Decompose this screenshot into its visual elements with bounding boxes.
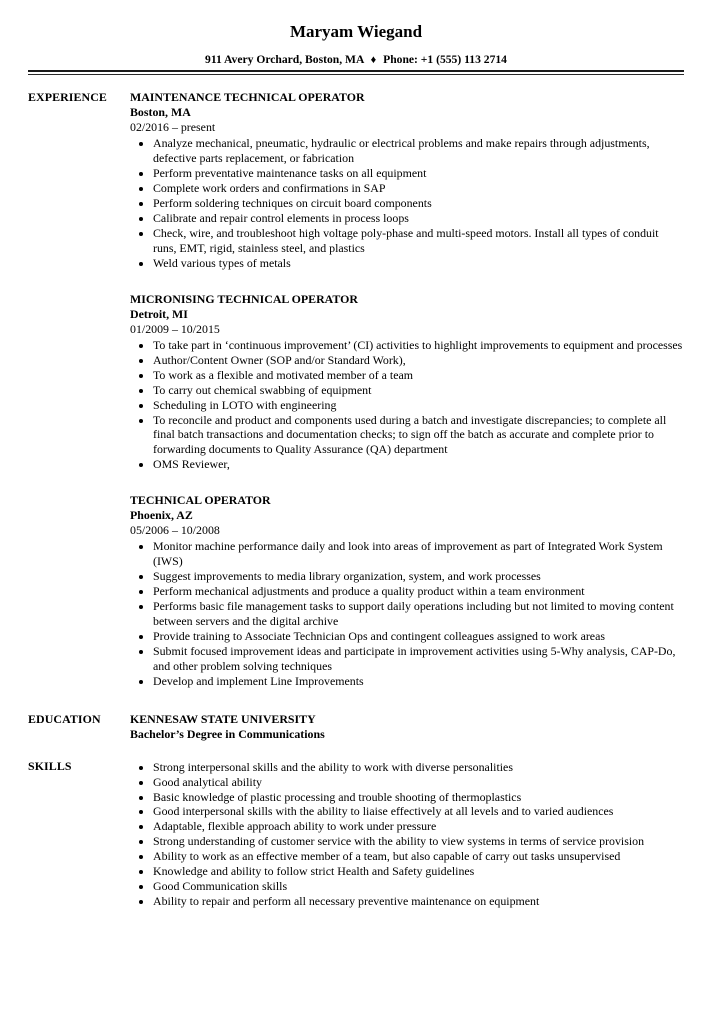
diamond-icon: ♦ — [370, 54, 377, 67]
experience-content — [130, 90, 684, 688]
skill-bullet: • Good interpersonal skills with the ability to liaise effectively at all levels and to varied audiences — [153, 804, 684, 819]
job-bullet: • To carry out chemical swabbing of equipment — [153, 383, 684, 398]
job-bullet: • Complete work orders and confirmations in SAP — [153, 181, 684, 196]
job-bullet: • To take part in ‘continuous improvement’ (CI) activities to highlight improvements to equipment and processes — [153, 338, 684, 353]
skill-bullet: • Knowledge and ability to follow strict Health and Safety guidelines — [153, 864, 684, 879]
job-bullet-list — [130, 136, 684, 270]
job-bullet: • Calibrate and repair control elements in process loops — [153, 211, 684, 226]
job-entry-2 — [130, 292, 684, 472]
job-bullet: • To reconcile and product and components used during a batch and investigate discrepancies; to complete all final batch transactions and documentation checks; to sign off the batch as accurate and complete prior to forwarding documents to Quality Assurance (QA) department — [153, 413, 684, 458]
experience-label: EXPERIENCE — [28, 90, 107, 105]
section-skills — [28, 759, 684, 909]
education-school: KENNESAW STATE UNIVERSITY — [130, 711, 316, 726]
skill-bullet: • Good analytical ability — [153, 775, 684, 790]
job-location: Phoenix, AZ — [130, 508, 193, 523]
skill-bullet: • Basic knowledge of plastic processing and trouble shooting of thermoplastics — [153, 790, 684, 805]
job-bullet: • Perform soldering techniques on circuit board components — [153, 196, 684, 211]
job-entry-1 — [130, 90, 684, 270]
education-degree: Bachelor’s Degree in Communications — [130, 726, 325, 741]
section-experience — [28, 90, 684, 688]
job-bullet: • Provide training to Associate Technician Ops and contingent colleagues assigned to work areas — [153, 629, 684, 644]
section-education — [28, 712, 684, 742]
job-bullet: • To work as a flexible and motivated member of a team — [153, 368, 684, 383]
education-content — [130, 712, 684, 742]
job-bullet: • Perform mechanical adjustments and produce a quality product within a team environment — [153, 584, 684, 599]
skill-bullet: • Strong interpersonal skills and the ability to work with diverse personalities — [153, 760, 684, 775]
job-bullet: • Monitor machine performance daily and look into areas of improvement as part of Integrated Work System (IWS) — [153, 539, 684, 569]
job-bullet: • OMS Reviewer, — [153, 457, 684, 472]
job-bullet-list — [130, 338, 684, 472]
skills-bullet-list — [130, 760, 684, 909]
job-dates: 02/2016 – present — [130, 120, 216, 135]
header-divider — [28, 70, 684, 75]
skill-bullet: • Strong understanding of customer service with the ability to view systems in terms of service provision — [153, 834, 684, 849]
skill-bullet: • Good Communication skills — [153, 879, 684, 894]
job-dates: 05/2006 – 10/2008 — [130, 523, 220, 538]
job-dates: 01/2009 – 10/2015 — [130, 321, 220, 336]
skills-content — [130, 759, 684, 909]
contact-address: 911 Avery Orchard, Boston, MA — [205, 53, 364, 67]
job-bullet: • Perform preventative maintenance tasks on all equipment — [153, 166, 684, 181]
job-bullet: • Scheduling in LOTO with engineering — [153, 398, 684, 413]
job-bullet: • Suggest improvements to media library organization, system, and work processes — [153, 569, 684, 584]
job-title: TECHNICAL OPERATOR — [130, 493, 271, 508]
skill-bullet: • Adaptable, flexible approach ability to work under pressure — [153, 819, 684, 834]
job-title: MAINTENANCE TECHNICAL OPERATOR — [130, 90, 365, 105]
education-label: EDUCATION — [28, 711, 101, 726]
skills-label: SKILLS — [28, 758, 72, 773]
job-bullet: • Check, wire, and troubleshoot high voltage poly-phase and multi-speed motors. Install all types of conduit runs, EMT, rigid, stainless steel, and plastics — [153, 226, 684, 256]
skill-bullet: • Ability to repair and perform all necessary preventive maintenance on equipment — [153, 894, 684, 909]
contact-phone: Phone: +1 (555) 113 2714 — [383, 53, 507, 67]
job-bullet: • Develop and implement Line Improvements — [153, 674, 684, 689]
job-bullet: • Submit focused improvement ideas and participate in improvement activities using 5-Why analysis, CAP-Do, and other problem solving techniques — [153, 644, 684, 674]
job-bullet: • Performs basic file management tasks to support daily operations including but not limited to moving content between servers and the digital archive — [153, 599, 684, 629]
skill-bullet: • Ability to work as an effective member of a team, but also capable of carry out tasks unsupervised — [153, 849, 684, 864]
job-bullet: • Weld various types of metals — [153, 256, 684, 271]
job-entry-3 — [130, 493, 684, 688]
job-bullet: • Analyze mechanical, pneumatic, hydraulic or electrical problems and make repairs through adjustments, defective parts replacement, or fabrication — [153, 136, 684, 166]
job-location: Boston, MA — [130, 105, 191, 120]
job-title: MICRONISING TECHNICAL OPERATOR — [130, 291, 358, 306]
job-bullet-list — [130, 539, 684, 688]
resume-name: Maryam Wiegand — [289, 22, 423, 41]
job-bullet: • Author/Content Owner (SOP and/or Standard Work), — [153, 353, 684, 368]
contact-line — [28, 53, 684, 66]
job-location: Detroit, MI — [130, 306, 188, 321]
